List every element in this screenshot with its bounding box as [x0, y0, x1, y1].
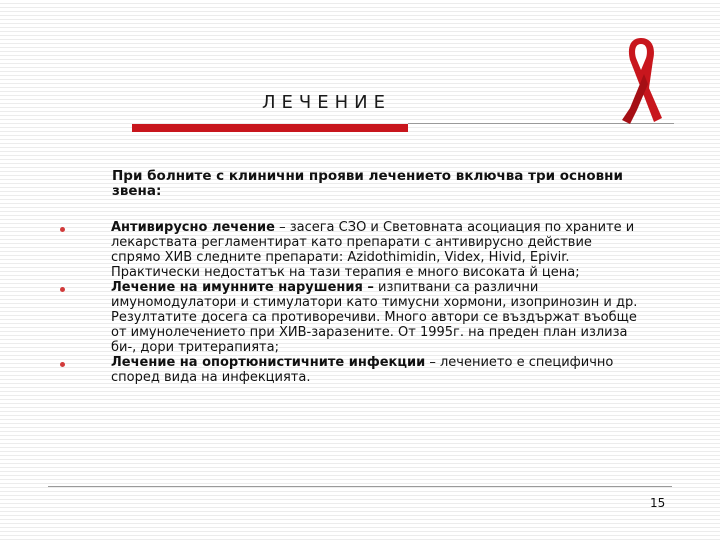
item-heading: Лечение на опортюнистичните инфекции	[111, 355, 426, 370]
intro-text: При болните с клинични прояви лечението включва три основни звена:	[112, 168, 623, 199]
page-number: 15	[650, 496, 666, 510]
item-heading: Лечение на имунните нарушения –	[111, 280, 374, 295]
item-text: изпитвани са различни имуномодулатори и стимулатори като тимусни хормони, изопринозин и др. Резултатите досега са противоречиви. Много автори се въздържат въобще от имунолечението при ХИВ-заразените. От 1995г. на преден план излиза би-, дори тритерапията;	[111, 280, 638, 355]
slide-title: ЛЕЧЕНИЕ	[262, 92, 391, 113]
bullet-icon	[60, 287, 65, 292]
list-item	[44, 355, 644, 385]
list-item	[44, 220, 644, 280]
item-text: – засега СЗО и Световната асоциация по храните и лекарствата регламентират като препарати с антивирусно действие спрямо ХИВ следните препарати: Azidothimidin, Videx, Hivid, Epivir. Практически недостатък на тази терапия е много високата й цена;	[111, 220, 635, 280]
item-heading: Антивирусно лечение	[111, 220, 275, 235]
item-text: – лечението е специфично според вида на инфекцията.	[111, 355, 614, 385]
list-item	[44, 280, 644, 355]
bullet-list	[44, 220, 644, 385]
red-ribbon-icon	[618, 34, 664, 126]
bullet-icon	[60, 227, 65, 232]
title-underline-bar	[132, 124, 408, 132]
footer-divider-line	[48, 486, 672, 487]
bullet-icon	[60, 362, 65, 367]
